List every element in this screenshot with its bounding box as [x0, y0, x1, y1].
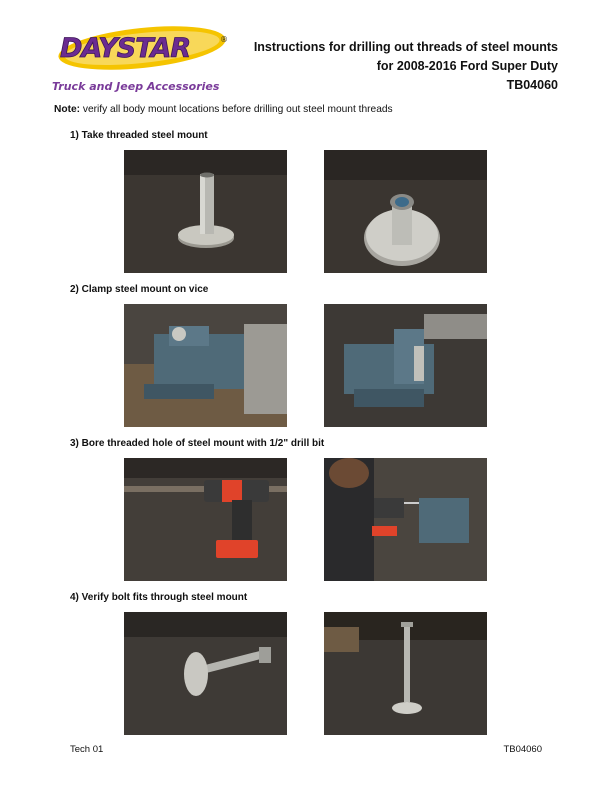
logo-trademark: ®: [220, 35, 228, 44]
photo-drilling-mount: [324, 458, 487, 581]
title-line-1: Instructions for drilling out threads of steel mounts: [253, 40, 558, 54]
logo-brand: DAYSTAR: [60, 33, 191, 64]
step-1-label: 1) Take threaded steel mount: [70, 130, 208, 141]
photo-steel-mount-side: [124, 150, 287, 273]
document-title: [218, 38, 558, 95]
photo-mount-in-vice-side: [124, 304, 287, 427]
photo-bolt-through-mount-angled: [124, 612, 287, 735]
photo-drill-on-bench: [124, 458, 287, 581]
photo-mount-in-vice-top: [324, 304, 487, 427]
photo-bolt-through-mount-upright: [324, 612, 487, 735]
note-text: verify all body mount locations before drilling out steel mount threads: [80, 104, 393, 115]
title-line-2: for 2008-2016 Ford Super Duty: [376, 59, 558, 73]
logo-tagline: Truck and Jeep Accessories: [52, 80, 220, 93]
step-4-label: 4) Verify bolt fits through steel mount: [70, 592, 248, 603]
title-part-number: TB04060: [506, 78, 558, 92]
footer-right: TB04060: [503, 744, 542, 755]
photo-steel-mount-top: [324, 150, 487, 273]
note-label: Note:: [54, 104, 81, 115]
footer-left: Tech 01: [70, 744, 104, 755]
note: [54, 104, 393, 115]
daystar-logo: [48, 24, 238, 100]
step-3-label: 3) Bore threaded hole of steel mount with 1/2" drill bit: [70, 438, 325, 449]
step-2-label: 2) Clamp steel mount on vice: [70, 284, 209, 295]
